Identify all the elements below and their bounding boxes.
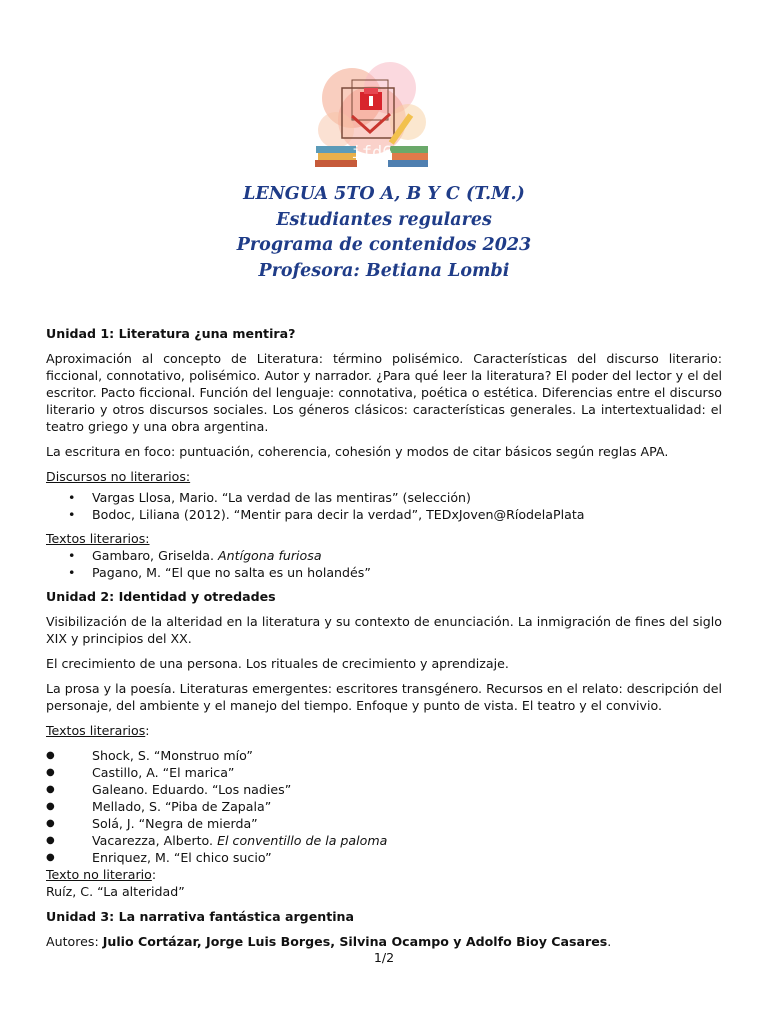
list-item: ● Mellado, S. “Piba de Zapala” — [46, 798, 722, 815]
document-heading — [0, 182, 768, 285]
audience-subtitle: Estudiantes regulares — [276, 209, 492, 230]
unit1-paragraph: Aproximación al concepto de Literatura: término polisémico. Características del discurso literario: ficcional, connotativo, polisémico. Autor y narrador. ¿Para qué leer la literatura? El poder del lector y el del escritor. Pacto ficcional. Función del lenguaje: connotativa, poética o estética. Diferencias entre el discurso literario y otros discursos sociales. Los géneros clásicos: características generales. La intertextualidad: el teatro griego y una obra argentina. — [46, 351, 722, 434]
list-item: ● Solá, J. “Negra de mierda” — [46, 815, 722, 832]
unit3-authors: Autores: Julio Cortázar, Jorge Luis Borges, Silvina Ocampo y Adolfo Bioy Casares. — [46, 934, 612, 949]
ifd6-logo-books-icon — [312, 58, 432, 180]
list-item: • Pagano, M. “El que no salta es un holandés” — [46, 564, 722, 581]
unit1-title: Unidad 1: Literatura ¿una mentira? — [46, 326, 296, 341]
unit2-paragraph: El crecimiento de una persona. Los rituales de crecimiento y aprendizaje. — [46, 656, 509, 671]
list-item: ● Vacarezza, Alberto. El conventillo de la paloma — [46, 832, 722, 849]
course-title: LENGUA 5TO A, B Y C (T.M.) — [243, 184, 525, 204]
unit2-paragraph: La prosa y la poesía. Literaturas emergentes: escritores transgénero. Recursos en el relato: descripción del personaje, del ambiente y el manejo del tiempo. Enfoque y punto de vista. El teatro y el convivio. — [46, 681, 722, 713]
unit1-literary-label: Textos literarios: — [46, 531, 150, 546]
unit1-nonliterary-list — [46, 489, 722, 523]
list-item: ● Enriquez, M. “El chico sucio” — [46, 849, 722, 866]
page-number: 1/2 — [373, 950, 395, 965]
list-item: ● Castillo, A. “El marica” — [46, 764, 722, 781]
document-body — [46, 325, 722, 958]
unit2-nonliterary-label: Texto no literario: — [46, 867, 157, 882]
list-item: • Bodoc, Liliana (2012). “Mentir para decir la verdad”, TEDxJoven@RíodelaPlata — [46, 506, 722, 523]
list-item: • Vargas Llosa, Mario. “La verdad de las mentiras” (selección) — [46, 489, 722, 506]
svg-text:ifd6: ifd6 — [351, 143, 393, 163]
list-item: ● Galeano. Eduardo. “Los nadies” — [46, 781, 722, 798]
unit3-title: Unidad 3: La narrativa fantástica argentina — [46, 909, 354, 924]
unit1-nonliterary-label: Discursos no literarios: — [46, 469, 191, 484]
unit2-paragraph: Visibilización de la alteridad en la literatura y su contexto de enunciación. La inmigración de fines del siglo XIX y principios del XX. — [46, 614, 722, 646]
unit2-title: Unidad 2: Identidad y otredades — [46, 589, 276, 604]
teacher-subtitle: Profesora: Betiana Lombi — [258, 261, 510, 282]
program-subtitle: Programa de contenidos 2023 — [236, 235, 532, 256]
unit1-literary-list — [46, 547, 722, 581]
unit2-nonliterary-item: Ruíz, C. “La alteridad” — [46, 884, 185, 899]
unit2-literary-list — [46, 747, 722, 866]
unit2-literary-label: Textos literarios: — [46, 723, 150, 738]
list-item: • Gambaro, Griselda. Antígona furiosa — [46, 547, 722, 564]
ifd6-logo — [312, 58, 432, 180]
unit1-paragraph: La escritura en foco: puntuación, coherencia, cohesión y modos de citar básicos según reglas APA. — [46, 444, 669, 459]
list-item: ● Shock, S. “Monstruo mío” — [46, 747, 722, 764]
